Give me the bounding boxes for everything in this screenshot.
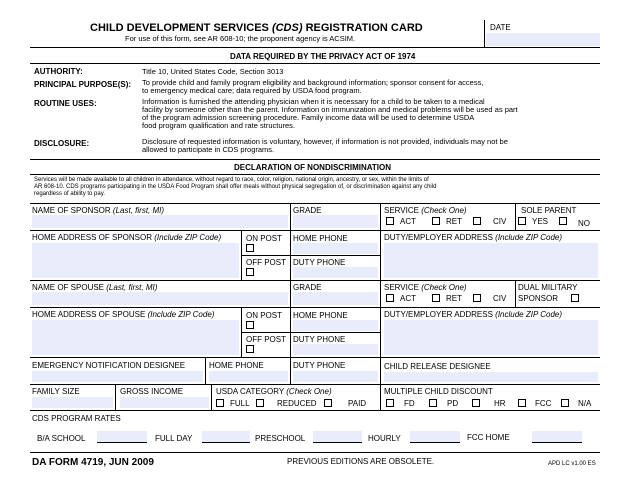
form-subtitle: For use of this form, see AR 608-10; the proponent agency is ACSIM. bbox=[125, 34, 356, 43]
divider bbox=[30, 47, 600, 48]
spouse-civ-label: CIV bbox=[493, 294, 507, 303]
usda-full-checkbox[interactable] bbox=[216, 399, 224, 407]
form-title-main: CHILD DEVELOPMENT SERVICES bbox=[90, 22, 269, 34]
divider bbox=[30, 357, 600, 358]
dual-military-sponsor-label: SPONSOR bbox=[518, 294, 559, 303]
sole-parent-no-label: NO bbox=[578, 219, 590, 228]
routine-line-1: Information is furnished the attending physician when it is necessary for a child to be taken to a medical bbox=[142, 97, 485, 106]
gross-income-field[interactable] bbox=[120, 397, 209, 408]
emergency-home-phone-label: HOME PHONE bbox=[209, 361, 264, 370]
sponsor-service-hint: (Check One) bbox=[421, 206, 467, 215]
disclosure-line-2: allowed to participate in CDS programs. bbox=[142, 145, 275, 154]
divider bbox=[484, 20, 485, 47]
nondiscrimination-line-2: AR 608-10. CDS programs participating in the USDA Food Program shall offer meals without physical segregation of, or discrimination against any child bbox=[34, 184, 437, 190]
rate-fcc-home-field[interactable] bbox=[532, 431, 582, 442]
discount-fcc-checkbox[interactable] bbox=[518, 399, 526, 407]
divider bbox=[30, 452, 600, 453]
form-id: DA FORM 4719, JUN 2009 bbox=[32, 457, 154, 468]
spouse-grade-field[interactable] bbox=[293, 292, 378, 305]
spouse-act-checkbox[interactable] bbox=[386, 294, 394, 302]
nondiscrimination-line-3: regardless of ability to pay. bbox=[34, 191, 105, 197]
sponsor-off-post-label: OFF POST bbox=[246, 258, 286, 267]
divider bbox=[290, 280, 291, 307]
emergency-home-phone-field[interactable] bbox=[209, 371, 288, 382]
divider bbox=[97, 442, 147, 443]
divider bbox=[380, 280, 381, 357]
spouse-address-field[interactable] bbox=[32, 320, 239, 355]
discount-na-label: N/A bbox=[578, 399, 592, 408]
divider bbox=[313, 442, 362, 443]
form-title-end: REGISTRATION CARD bbox=[305, 22, 423, 34]
sponsor-on-post-checkbox[interactable] bbox=[246, 244, 254, 252]
divider bbox=[290, 255, 380, 256]
spouse-duty-address-label-text: DUTY/EMPLOYER ADDRESS bbox=[384, 310, 493, 319]
emergency-duty-phone-label: DUTY PHONE bbox=[293, 361, 346, 370]
sponsor-act-checkbox[interactable] bbox=[386, 217, 394, 225]
discount-fd-checkbox[interactable] bbox=[386, 399, 394, 407]
sponsor-grade-field[interactable] bbox=[293, 215, 378, 228]
spouse-duty-phone-field[interactable] bbox=[293, 344, 378, 355]
spouse-service-label bbox=[384, 283, 467, 292]
rate-preschool-label: PRESCHOOL bbox=[255, 434, 306, 443]
purpose-line-1: To provide child and family program eligibility and background information; sponsor consent for access, bbox=[142, 78, 484, 87]
usda-paid-label: PAID bbox=[348, 399, 367, 408]
sponsor-civ-checkbox[interactable] bbox=[473, 217, 481, 225]
emergency-duty-phone-field[interactable] bbox=[293, 371, 378, 382]
sponsor-grade-label: GRADE bbox=[293, 206, 322, 215]
divider bbox=[380, 203, 381, 280]
spouse-off-post-checkbox[interactable] bbox=[246, 345, 254, 353]
sponsor-address-hint: (Include ZIP Code) bbox=[154, 233, 222, 242]
date-label: DATE bbox=[490, 23, 511, 32]
divider bbox=[290, 332, 380, 333]
spouse-name-field[interactable] bbox=[32, 292, 288, 305]
disclosure-label: DISCLOSURE: bbox=[34, 139, 90, 148]
sponsor-duty-address-hint: (Include ZIP Code) bbox=[495, 233, 562, 242]
spouse-home-phone-label: HOME PHONE bbox=[293, 311, 348, 320]
sole-parent-yes-checkbox[interactable] bbox=[518, 217, 526, 225]
usda-category-hint: (Check One) bbox=[286, 387, 332, 396]
sponsor-home-phone-label: HOME PHONE bbox=[293, 234, 348, 243]
routine-line-4: food program qualification and rate structures. bbox=[142, 121, 295, 130]
emergency-designee-label: EMERGENCY NOTIFICATION DESIGNEE bbox=[32, 361, 186, 370]
discount-pd-checkbox[interactable] bbox=[429, 399, 437, 407]
nondiscrimination-heading: DECLARATION OF NONDISCRIMINATION bbox=[234, 163, 392, 172]
routine-line-3: of the program admission screening procedure. Family income data will be used to determine USDA bbox=[142, 113, 475, 122]
sponsor-name-label bbox=[32, 206, 164, 215]
sponsor-name-hint: (Last, first, MI) bbox=[112, 206, 165, 215]
sponsor-address-label bbox=[32, 233, 221, 242]
divider bbox=[241, 332, 290, 333]
rate-ba-school-field[interactable] bbox=[97, 431, 147, 442]
sponsor-civ-label: CIV bbox=[493, 217, 507, 226]
rate-ba-school-label: B/A SCHOOL bbox=[37, 434, 86, 443]
sponsor-off-post-checkbox[interactable] bbox=[246, 268, 254, 276]
sponsor-duty-address-label-text: DUTY/EMPLOYER ADDRESS bbox=[384, 233, 493, 242]
discount-na-checkbox[interactable] bbox=[561, 399, 569, 407]
sponsor-on-post-label: ON POST bbox=[246, 234, 283, 243]
divider bbox=[211, 384, 212, 410]
spouse-name-label-text: NAME OF SPOUSE bbox=[32, 283, 105, 292]
usda-paid-checkbox[interactable] bbox=[324, 399, 332, 407]
purpose-label: PRINCIPAL PURPOSE(S): bbox=[34, 80, 132, 89]
discount-hr-label: HR bbox=[494, 399, 506, 408]
authority-label: AUTHORITY: bbox=[34, 67, 83, 76]
dual-military-label: DUAL MILITARY bbox=[518, 283, 578, 292]
spouse-on-post-checkbox[interactable] bbox=[246, 321, 254, 329]
multiple-child-discount-label: MULTIPLE CHILD DISCOUNT bbox=[384, 387, 493, 396]
discount-hr-checkbox[interactable] bbox=[472, 399, 480, 407]
discount-pd-label: PD bbox=[447, 399, 459, 408]
sponsor-name-field[interactable] bbox=[32, 215, 288, 228]
sponsor-act-label: ACT bbox=[400, 217, 416, 226]
rate-preschool-field[interactable] bbox=[313, 431, 362, 442]
divider bbox=[30, 159, 600, 160]
rate-full-day-field[interactable] bbox=[202, 431, 250, 442]
spouse-civ-checkbox[interactable] bbox=[473, 294, 481, 302]
privacy-heading: DATA REQUIRED BY THE PRIVACY ACT OF 1974 bbox=[230, 52, 416, 61]
obsolete-note: PREVIOUS EDITIONS ARE OBSOLETE. bbox=[287, 457, 435, 466]
spouse-ret-checkbox[interactable] bbox=[432, 294, 440, 302]
form-title bbox=[90, 22, 423, 34]
divider bbox=[30, 307, 600, 308]
rate-fcc-home-label: FCC HOME bbox=[467, 433, 510, 442]
family-size-label: FAMILY SIZE bbox=[32, 387, 80, 396]
divider bbox=[205, 357, 206, 384]
spouse-duty-address-field[interactable] bbox=[384, 320, 598, 355]
divider bbox=[410, 442, 460, 443]
nondiscrimination-line-1: Services will be made available to all children in attendance, without regard to race, color, religion, national origin, ancestry, or sex, within the limits of bbox=[34, 177, 429, 183]
divider bbox=[30, 63, 600, 64]
usda-category-label bbox=[216, 387, 332, 396]
sponsor-duty-phone-label: DUTY PHONE bbox=[293, 258, 346, 267]
divider bbox=[202, 442, 250, 443]
spouse-service-hint: (Check One) bbox=[421, 283, 467, 292]
dual-military-sponsor-checkbox[interactable] bbox=[571, 294, 579, 302]
sole-parent-yes-label: YES bbox=[532, 217, 549, 226]
spouse-home-phone-field[interactable] bbox=[293, 320, 378, 331]
usda-reduced-checkbox[interactable] bbox=[256, 399, 264, 407]
version-label: APD LC v1.00 ES bbox=[548, 461, 596, 467]
divider bbox=[515, 203, 516, 230]
divider bbox=[115, 384, 116, 410]
divider bbox=[532, 442, 582, 443]
gross-income-label: GROSS INCOME bbox=[120, 387, 184, 396]
spouse-name-hint: (Last, first, MI) bbox=[106, 283, 158, 292]
spouse-act-label: ACT bbox=[400, 294, 416, 303]
date-field[interactable] bbox=[486, 33, 600, 46]
rate-full-day-label: FULL DAY bbox=[155, 434, 193, 443]
usda-category-label-text: USDA CATEGORY bbox=[216, 387, 285, 396]
sponsor-ret-label: RET bbox=[446, 217, 462, 226]
divider bbox=[380, 357, 381, 384]
divider bbox=[30, 230, 600, 231]
divider bbox=[380, 384, 381, 410]
sole-parent-label: SOLE PARENT bbox=[521, 206, 577, 215]
divider bbox=[30, 174, 600, 175]
divider bbox=[290, 203, 291, 230]
divider bbox=[515, 280, 516, 307]
discount-fcc-label: FCC bbox=[535, 399, 552, 408]
sponsor-address-label-text: HOME ADDRESS OF SPONSOR bbox=[32, 233, 153, 242]
spouse-address-label bbox=[32, 310, 214, 319]
sponsor-name-label-text: NAME OF SPONSOR bbox=[32, 206, 111, 215]
divider bbox=[241, 255, 290, 256]
rate-hourly-field[interactable] bbox=[410, 431, 460, 442]
disclosure-line-1: Disclosure of requested information is voluntary, however, if information is not provided, individuals may not be bbox=[142, 137, 508, 146]
sponsor-service-label bbox=[384, 206, 467, 215]
routine-label: ROUTINE USES: bbox=[34, 99, 97, 108]
child-release-field[interactable] bbox=[384, 372, 598, 382]
authority-text: Title 10, United States Code, Section 3013 bbox=[142, 67, 284, 76]
spouse-duty-phone-label: DUTY PHONE bbox=[293, 335, 346, 344]
spouse-duty-address-label bbox=[384, 310, 562, 319]
child-release-label: CHILD RELEASE DESIGNEE bbox=[384, 362, 491, 371]
divider bbox=[290, 357, 291, 384]
divider bbox=[30, 410, 600, 411]
sponsor-address-field[interactable] bbox=[32, 243, 239, 278]
sponsor-service-label-text: SERVICE bbox=[384, 206, 419, 215]
sponsor-ret-checkbox[interactable] bbox=[432, 217, 440, 225]
spouse-address-label-text: HOME ADDRESS OF SPOUSE bbox=[32, 310, 146, 319]
family-size-field[interactable] bbox=[32, 397, 113, 408]
rate-hourly-label: HOURLY bbox=[368, 434, 401, 443]
sponsor-home-phone-field[interactable] bbox=[293, 243, 378, 254]
purpose-line-2: to emergency medical care; data required by USDA food program. bbox=[142, 86, 362, 95]
spouse-ret-label: RET bbox=[446, 294, 462, 303]
discount-fd-label: FD bbox=[404, 399, 415, 408]
spouse-off-post-label: OFF POST bbox=[246, 335, 286, 344]
routine-line-2: facility by someone other than the parent. Information on immunization and medical problems will be used as part bbox=[142, 105, 518, 114]
spouse-on-post-label: ON POST bbox=[246, 311, 283, 320]
spouse-service-label-text: SERVICE bbox=[384, 283, 419, 292]
sponsor-duty-phone-field[interactable] bbox=[293, 267, 378, 278]
emergency-designee-field[interactable] bbox=[32, 371, 203, 382]
sponsor-duty-address-field[interactable] bbox=[384, 243, 598, 278]
usda-reduced-label: REDUCED bbox=[277, 399, 317, 408]
program-rates-heading: CDS PROGRAM RATES bbox=[32, 414, 121, 423]
form-title-cds: (CDS) bbox=[271, 22, 303, 34]
spouse-grade-label: GRADE bbox=[293, 283, 322, 292]
sponsor-duty-address-label bbox=[384, 233, 562, 242]
spouse-duty-address-hint: (Include ZIP Code) bbox=[495, 310, 562, 319]
spouse-name-label bbox=[32, 283, 157, 292]
usda-full-label: FULL bbox=[230, 399, 250, 408]
sole-parent-no-checkbox[interactable] bbox=[559, 217, 567, 225]
spouse-address-hint: (Include ZIP Code) bbox=[147, 310, 215, 319]
